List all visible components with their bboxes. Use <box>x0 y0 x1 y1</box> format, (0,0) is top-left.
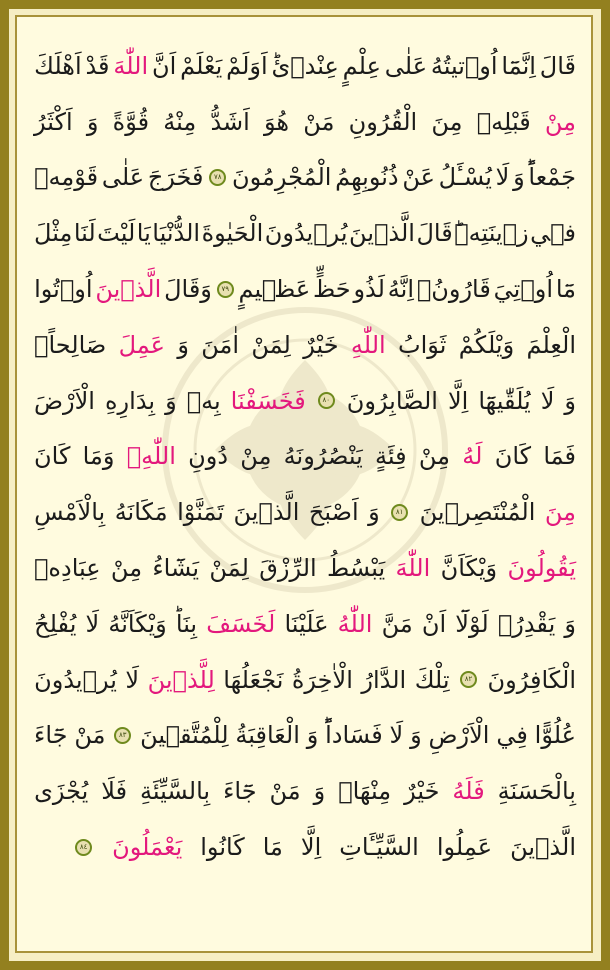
word: لَا <box>85 609 100 638</box>
word: ف۪ي <box>530 219 576 248</box>
highlighted-word: مِنَ <box>544 498 576 527</box>
word: مِنْ <box>240 442 272 471</box>
word: الَّذ۪ينَ <box>510 833 576 862</box>
word: لَا <box>125 665 140 694</box>
word: اِنَّهُ <box>387 275 414 304</box>
word: الْاَرْضِ <box>428 721 490 750</box>
highlighted-word: اللّٰهِۗ <box>126 442 176 471</box>
word: عَلٰى <box>101 163 145 192</box>
text-line <box>34 38 576 94</box>
word: السَّيِّـَٔاتِ <box>339 833 419 862</box>
word: لِمَنْ <box>251 330 291 359</box>
word: مَنَّ <box>381 609 413 638</box>
word: يُر۪يدُونَ <box>34 665 117 694</box>
word: الْقُرُونِ <box>348 107 418 136</box>
highlighted-word: الَّذ۪ينَ <box>95 275 162 304</box>
word: حَظٍّ <box>313 275 351 304</box>
word: مِنْهُ <box>163 107 197 136</box>
word: وَ <box>368 498 380 527</box>
word: اَهْلَكَ <box>34 51 82 80</box>
highlighted-word: لِلَّذ۪ينَ <box>147 665 215 694</box>
word: اَشَدُّ <box>210 107 250 136</box>
word: يُسْـَٔلُ <box>438 163 492 192</box>
ayah-number-marker: ٨٣ <box>114 727 131 744</box>
word: فَسَاداًؕ <box>325 721 383 750</box>
highlighted-word: فَلَهُ <box>452 777 485 806</box>
word: عُلُوًّا <box>534 721 576 750</box>
highlighted-word: اللّٰهَ <box>395 554 431 583</box>
word: قَدْ <box>85 51 110 80</box>
word: جَمْعاًؕ <box>528 163 576 192</box>
text-line <box>34 373 576 429</box>
word: وَ <box>513 163 525 192</box>
word: لَا <box>495 163 510 192</box>
word: هُوَ <box>264 107 290 136</box>
word: فِئَةٍ <box>375 442 407 471</box>
word: اَصْبَحَ <box>308 498 359 527</box>
word: مَا <box>262 833 283 862</box>
word: لَيْتَ <box>97 219 136 248</box>
word: يَنْصُرُونَهُ <box>283 442 363 471</box>
word: فَلَا <box>101 777 128 806</box>
word: مَنْ <box>269 777 301 806</box>
word: كَانَ <box>34 442 71 471</box>
word: اَكْثَرُ <box>34 107 73 136</box>
word: لَنَا <box>73 219 96 248</box>
word: مِنَ <box>431 107 463 136</box>
word: مَنْ <box>303 107 335 136</box>
word: يَعْلَمْ <box>180 51 223 80</box>
text-line <box>34 596 576 652</box>
text-line <box>34 429 576 485</box>
word: وَ <box>306 721 319 750</box>
word: اَنَّ <box>151 51 177 80</box>
word: قَارُونُۙ <box>416 275 491 304</box>
word: وَيْكَاَنَّهُ <box>108 609 167 638</box>
word: قَوْمِه۪ <box>34 163 99 192</box>
word: وَقَالَ <box>164 275 212 304</box>
word: لِمَنْ <box>209 554 249 583</box>
word: عَلٰى <box>384 51 428 80</box>
word: قَبْلِه۪ <box>476 107 531 136</box>
word: الْحَيٰوةَ <box>201 219 264 248</box>
word: يَبْسُطُ <box>327 554 386 583</box>
word: الْمُنْتَصِر۪ينَ <box>419 498 536 527</box>
word: وَ <box>86 107 99 136</box>
word: فَخَرَجَ <box>147 163 204 192</box>
word: جَٓاءَ <box>34 721 68 750</box>
text-line <box>34 819 576 875</box>
word: عَنْ <box>402 163 435 192</box>
word: مِنْ <box>418 442 451 471</box>
word: نَجْعَلُهَا <box>223 665 284 694</box>
word: وَ <box>564 609 576 638</box>
word: مِنْ <box>110 554 143 583</box>
ayah-number-marker: ٨٢ <box>460 671 477 688</box>
highlighted-word: اللّٰهِ <box>350 330 386 359</box>
word: لَذُو <box>353 275 385 304</box>
word: ز۪ينَتِه۪ؕ <box>454 219 529 248</box>
word: يَقْدِرُۚ <box>497 609 556 638</box>
highlighted-word: يَقُولُونَ <box>507 554 576 583</box>
word: وَ <box>410 721 422 750</box>
word: عَلَيْنَا <box>284 609 329 638</box>
word: بِالْاَمْسِ <box>34 498 106 527</box>
ayah-number-marker: ٧٨ <box>209 169 226 186</box>
word: مَكَانَهُ <box>114 498 168 527</box>
word: الْمُجْرِمُونَ <box>231 163 332 192</box>
word: الرِّزْقَ <box>259 554 317 583</box>
word: اَوَلَمْ <box>226 51 268 80</box>
word: وَ <box>165 386 177 415</box>
text-line <box>34 317 576 373</box>
word: يُجْزَى <box>34 777 89 806</box>
word: لَا <box>540 386 555 415</box>
highlighted-word: لَهُ <box>462 442 483 471</box>
word: الدَّارُ <box>361 665 407 694</box>
word: عَظ۪يمٍ <box>238 275 311 304</box>
word: بِالْحَسَنَةِ <box>497 777 576 806</box>
word: الصَّابِرُونَ <box>346 386 438 415</box>
word: صَالِحاًۚ <box>34 330 107 359</box>
word: اِلَّا <box>300 833 322 862</box>
word: عِنْد۪ئؕ <box>271 51 339 80</box>
quran-text <box>34 38 576 875</box>
word: دُونِ <box>188 442 229 471</box>
word: يُفْلِحُ <box>34 609 77 638</box>
word: اُو۫تيتُهُ <box>430 51 498 80</box>
word: مَٓا <box>555 275 576 304</box>
word: اُو۫تِيَ <box>493 275 553 304</box>
highlighted-word: فَخَسَفْنَا <box>230 386 306 415</box>
word: لَوْلَٓا <box>455 609 489 638</box>
text-line <box>34 94 576 150</box>
word: قَالَ <box>416 219 453 248</box>
text-line <box>34 484 576 540</box>
word: عَمِلُوا <box>436 833 493 862</box>
text-line <box>34 763 576 819</box>
word: جَٓاءَ <box>223 777 257 806</box>
word: قُوَّةً <box>112 107 150 136</box>
word: يُر۪يدُونَ <box>264 219 348 248</box>
word: يَا <box>136 219 151 248</box>
word: اٰمَنَ <box>201 330 240 359</box>
word: الْعَاقِبَةُ <box>235 721 300 750</box>
word: الدُّنْيَا <box>152 219 201 248</box>
word: بِدَارِهِ <box>104 386 156 415</box>
ayah-number-marker: ٧٩ <box>217 281 234 298</box>
word: كَانَ <box>494 442 532 471</box>
word: يَشَٓاءُ <box>152 554 200 583</box>
text-line <box>34 652 576 708</box>
word: بِالسَّيِّئَةِ <box>140 777 211 806</box>
word: ثَوَابُ <box>398 330 447 359</box>
text-line <box>34 150 576 206</box>
word: فَمَا <box>543 442 576 471</box>
word: مَنْ <box>74 721 106 750</box>
word: وَيْلَكُمْ <box>458 330 515 359</box>
word: الَّذ۪ينَ <box>233 498 300 527</box>
highlighted-word: لَخَسَفَ <box>206 609 276 638</box>
highlighted-word: مِنْ <box>544 107 576 136</box>
word: لَا <box>389 721 404 750</box>
highlighted-word: اللّٰهُ <box>337 609 373 638</box>
word: عِبَادِه۪ <box>34 554 101 583</box>
word: الْكَافِرُونَ <box>487 665 576 694</box>
word: الْاٰخِرَةُ <box>291 665 353 694</box>
ayah-number-marker: ٨١ <box>391 504 408 521</box>
word: مِنْهَاۚ <box>338 777 392 806</box>
ayah-number-marker: ٨٤ <box>75 839 92 856</box>
word: الَّذ۪ينَ <box>349 219 415 248</box>
word: كَانُوا <box>200 833 245 862</box>
word: خَيْرٌ <box>303 330 339 359</box>
word: وَ <box>564 386 576 415</box>
word: وَمَا <box>82 442 115 471</box>
word: اُو۫تُوا <box>34 275 93 304</box>
word: ذُنُوبِهِمُ <box>335 163 399 192</box>
word: عِلْمٍ <box>342 51 381 80</box>
text-line <box>34 261 576 317</box>
word: مِثْلَ <box>34 219 73 248</box>
word: اِنَّمَٓا <box>501 51 536 80</box>
word: تِلْكَ <box>414 665 450 694</box>
word: وَيْكَاَنَّ <box>440 554 498 583</box>
word: خَيْرٌ <box>404 777 440 806</box>
highlighted-word: اللّٰهَ <box>113 51 149 80</box>
word: وَ <box>177 330 189 359</box>
word: لِلْمُتَّق۪ينَ <box>140 721 229 750</box>
word: اَنْ <box>421 609 447 638</box>
word: الْعِلْمَ <box>526 330 576 359</box>
word: قَالَ <box>539 51 576 80</box>
word: اِلَّا <box>447 386 469 415</box>
word: الْاَرْضَ <box>34 386 95 415</box>
word: وَ <box>313 777 326 806</box>
word: يُلَقّٰيهَٓا <box>478 386 531 415</box>
ayah-number-marker: ٨٠ <box>318 392 335 409</box>
highlighted-word: عَمِلَ <box>118 330 165 359</box>
text-line <box>34 708 576 764</box>
word: بِنَاؕ <box>175 609 198 638</box>
highlighted-word: يَعْمَلُونَ <box>112 833 183 862</box>
word: بِه۪ <box>186 386 221 415</box>
word: تَمَنَّوْا <box>177 498 224 527</box>
word: فِي <box>496 721 528 750</box>
text-line <box>34 540 576 596</box>
text-line <box>34 205 576 261</box>
